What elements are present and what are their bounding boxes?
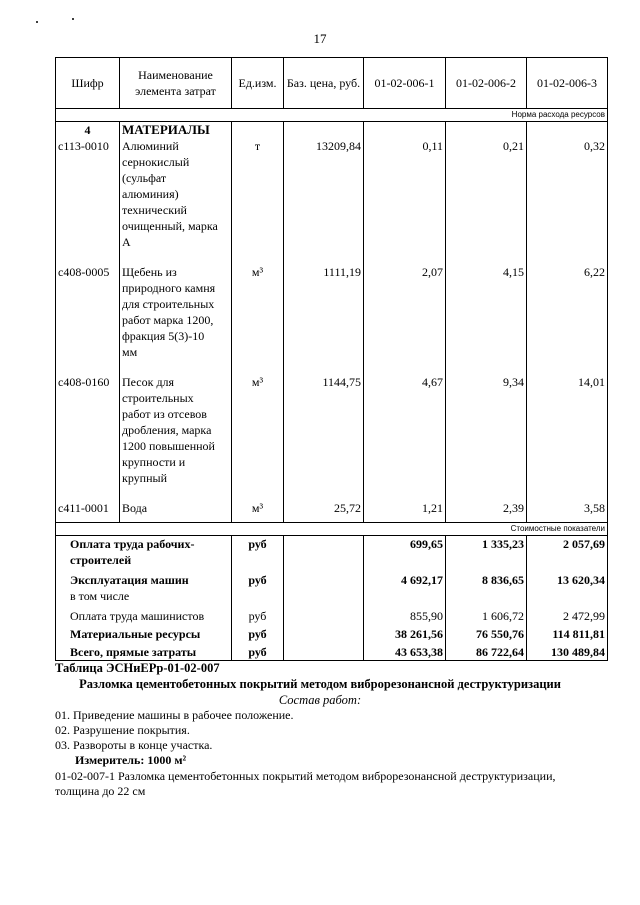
cost-value-1: 699,65: [364, 536, 446, 569]
group-number: 4: [56, 122, 120, 139]
row-code: с408-0160: [56, 374, 120, 486]
row-price: 13209,84: [284, 138, 364, 250]
cost-label: Всего, прямые затраты: [56, 642, 232, 661]
table-row: [56, 500, 608, 523]
row-value-2: 0,21: [446, 138, 527, 250]
cost-value-3: 2 057,69: [527, 536, 608, 569]
cost-row-materials: [56, 624, 608, 642]
row-value-3: 14,01: [527, 374, 608, 486]
cost-label: Оплата труда рабочих- строителей: [56, 536, 232, 569]
row-unit: м³: [232, 374, 284, 486]
row-unit: м³: [232, 264, 284, 360]
row-price: 1144,75: [284, 374, 364, 486]
cost-value-1: 4 692,17: [364, 568, 446, 588]
cost-value-2: 76 550,76: [446, 624, 527, 642]
item-description: 01-02-007-1 Разломка цементобетонных покрытий методом виброрезонансной деструктуризации, толщина до 22 см: [55, 769, 556, 798]
cost-unit: руб: [232, 624, 284, 642]
row-unit: м³: [232, 500, 284, 523]
cost-row-machines: [56, 568, 608, 588]
band-norm-row: [56, 109, 608, 122]
scan-speck-2: [72, 18, 74, 20]
cost-including-label: в том числе: [56, 588, 232, 604]
scan-speck-1: [36, 21, 38, 23]
row-price: 25,72: [284, 500, 364, 523]
cost-label: Материальные ресурсы: [56, 624, 232, 642]
next-table-title: Разломка цементобетонных покрытий методом виброрезонансной деструктуризации: [79, 677, 561, 691]
header-code: Шифр: [56, 58, 120, 109]
cost-value-3: 2 472,99: [527, 604, 608, 624]
group-row: [56, 122, 608, 139]
cost-value-1: 38 261,56: [364, 624, 446, 642]
row-unit: т: [232, 138, 284, 250]
cost-unit: руб: [232, 604, 284, 624]
row-price: 1111,19: [284, 264, 364, 360]
resource-norms-table: [55, 57, 608, 661]
work-composition-label: Состав работ:: [278, 693, 362, 707]
row-value-3: 6,22: [527, 264, 608, 360]
band-norm: Норма расхода ресурсов: [56, 109, 608, 122]
work-step: 02. Разрушение покрытия.: [55, 723, 190, 737]
row-name: Алюминий сернокислый (сульфат алюминия) технический очищенный, марка А: [120, 138, 232, 250]
row-value-2: 2,39: [446, 500, 527, 523]
row-code: с113-0010: [56, 138, 120, 250]
work-step: 03. Развороты в конце участка.: [55, 738, 213, 752]
header-col-3: 01-02-006-3: [527, 58, 608, 109]
cost-unit: руб: [232, 536, 284, 569]
row-code: с411-0001: [56, 500, 120, 523]
row-value-2: 9,34: [446, 374, 527, 486]
row-value-3: 3,58: [527, 500, 608, 523]
next-table-id: Таблица ЭСНиЕРр-01-02-007: [55, 661, 220, 675]
row-value-1: 2,07: [364, 264, 446, 360]
header-col-2: 01-02-006-2: [446, 58, 527, 109]
header-col-1: 01-02-006-1: [364, 58, 446, 109]
measurer: Измеритель: 1000 м²: [75, 753, 187, 767]
cost-label: Оплата труда машинистов: [56, 604, 232, 624]
work-step: 01. Приведение машины в рабочее положение.: [55, 708, 294, 722]
cost-value-3: 13 620,34: [527, 568, 608, 588]
cost-value-2: 1 335,23: [446, 536, 527, 569]
row-name: Вода: [120, 500, 232, 523]
cost-row-machinists: [56, 604, 608, 624]
group-title: МАТЕРИАЛЫ: [120, 122, 232, 139]
cost-row-total: [56, 642, 608, 661]
band-cost: Стоимостные показатели: [56, 523, 608, 536]
page-number: 17: [313, 31, 327, 46]
row-value-1: 0,11: [364, 138, 446, 250]
header-unit: Ед.изм.: [232, 58, 284, 109]
cost-row-including: [56, 588, 608, 604]
row-name: Щебень из природного камня для строительных работ марка 1200, фракция 5(3)-10 мм: [120, 264, 232, 360]
cost-value-2: 1 606,72: [446, 604, 527, 624]
cost-unit: руб: [232, 568, 284, 588]
header-price: Баз. цена, руб.: [284, 58, 364, 109]
cost-value-3: 114 811,81: [527, 624, 608, 642]
cost-value-2: 8 836,65: [446, 568, 527, 588]
row-value-1: 4,67: [364, 374, 446, 486]
cost-unit: руб: [232, 642, 284, 661]
cost-value-1: 43 653,38: [364, 642, 446, 661]
table-header-row: [56, 58, 608, 109]
row-name: Песок для строительных работ из отсевов дробления, марка 1200 повышенной крупности и крупный: [120, 374, 232, 486]
work-steps-list: [55, 708, 615, 753]
row-value-3: 0,32: [527, 138, 608, 250]
table-row: [56, 264, 608, 360]
cost-value-1: 855,90: [364, 604, 446, 624]
header-name: Наименование элемента затрат: [120, 58, 232, 109]
cost-value-2: 86 722,64: [446, 642, 527, 661]
row-value-1: 1,21: [364, 500, 446, 523]
cost-label: Эксплуатация машин: [56, 568, 232, 588]
cost-row-labor: [56, 536, 608, 569]
row-value-2: 4,15: [446, 264, 527, 360]
cost-value-3: 130 489,84: [527, 642, 608, 661]
table-row: [56, 138, 608, 250]
row-code: с408-0005: [56, 264, 120, 360]
band-cost-row: [56, 523, 608, 536]
table-row: [56, 374, 608, 486]
